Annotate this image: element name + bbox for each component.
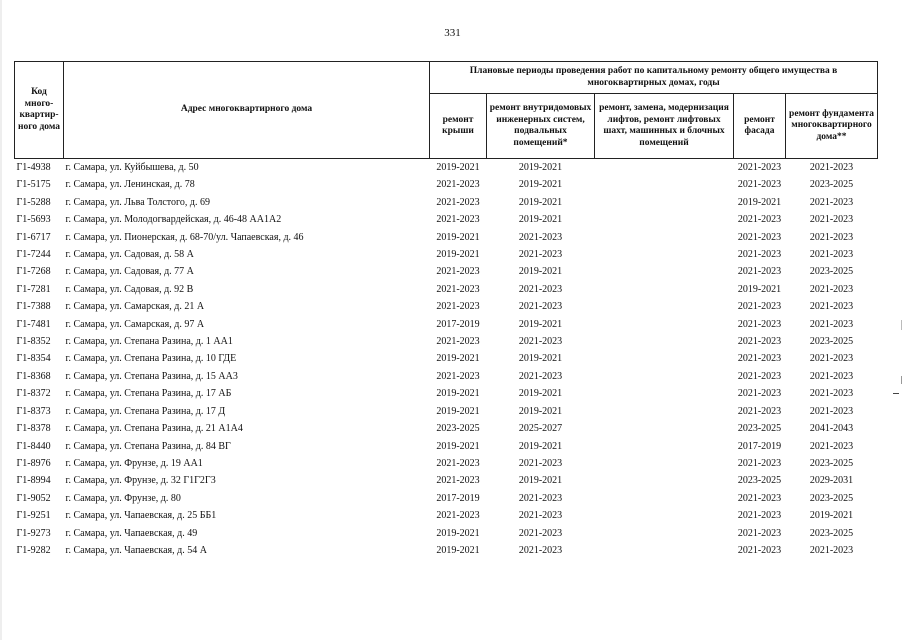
cell-roof: 2021-2023 — [436, 475, 480, 487]
cell-systems: 2021-2023 — [518, 249, 563, 261]
cell-systems: 2019-2021 — [518, 440, 563, 452]
cell-elevators — [595, 525, 734, 542]
cell-address: г. Самара, ул. Чапаевская, д. 25 ББ1 — [65, 510, 217, 522]
cell-elevators — [595, 438, 734, 455]
cell-foundation: 2021-2023 — [809, 353, 854, 365]
cell-code: Г1-9273 — [16, 527, 51, 539]
table-row — [15, 472, 878, 489]
cell-systems: 2021-2023 — [518, 492, 563, 504]
table-row — [15, 542, 878, 559]
cell-systems: 2019-2021 — [518, 179, 563, 191]
cell-code: Г1-8352 — [16, 336, 51, 348]
scan-mark — [901, 320, 902, 330]
cell-address: г. Самара, ул. Фрунзе, д. 32 Г1Г2Г3 — [65, 475, 216, 487]
cell-code: Г1-7481 — [16, 318, 51, 330]
cell-foundation: 2041-2043 — [809, 423, 854, 435]
cell-elevators — [595, 542, 734, 559]
cell-elevators — [595, 455, 734, 472]
cell-roof: 2021-2023 — [436, 283, 480, 295]
table-row — [15, 368, 878, 385]
cell-address: г. Самара, ул. Ленинская, д. 78 — [65, 179, 195, 191]
cell-roof: 2019-2021 — [436, 231, 480, 243]
cell-roof: 2021-2023 — [436, 196, 480, 208]
cell-foundation: 2021-2023 — [809, 301, 854, 313]
cell-facade: 2021-2023 — [737, 353, 782, 365]
header-periods: Плановые периоды проведения работ по капитальному ремонту общего имущества в многоквартирных домах, годы — [430, 62, 878, 94]
table-row — [15, 403, 878, 420]
cell-address: г. Самара, ул. Степана Разина, д. 17 АБ — [65, 388, 232, 400]
cell-roof: 2021-2023 — [436, 301, 480, 313]
cell-facade: 2021-2023 — [737, 492, 782, 504]
cell-facade: 2021-2023 — [737, 405, 782, 417]
cell-foundation: 2023-2025 — [809, 179, 854, 191]
cell-code: Г1-9251 — [16, 510, 51, 522]
header-code: Код много-квартир-ного дома — [15, 62, 64, 159]
cell-elevators — [595, 350, 734, 367]
cell-facade: 2021-2023 — [737, 527, 782, 539]
cell-foundation: 2021-2023 — [809, 440, 854, 452]
header-foundation: ремонт фундамента многоквартирного дома** — [786, 94, 878, 159]
cell-facade: 2021-2023 — [737, 336, 782, 348]
cell-code: Г1-8976 — [16, 457, 51, 469]
table-row — [15, 420, 878, 437]
cell-foundation: 2023-2025 — [809, 336, 854, 348]
cell-facade: 2021-2023 — [737, 370, 782, 382]
cell-elevators — [595, 281, 734, 298]
cell-facade: 2019-2021 — [737, 196, 782, 208]
cell-facade: 2023-2025 — [737, 423, 782, 435]
page-number: 331 — [444, 27, 461, 39]
cell-address: г. Самара, ул. Садовая, д. 58 А — [65, 249, 194, 261]
cell-foundation: 2029-2031 — [809, 475, 854, 487]
cell-roof: 2021-2023 — [436, 370, 480, 382]
cell-systems: 2021-2023 — [518, 231, 563, 243]
table-row — [15, 298, 878, 315]
cell-address: г. Самара, ул. Чапаевская, д. 49 — [65, 527, 198, 539]
cell-foundation: 2023-2025 — [809, 457, 854, 469]
cell-code: Г1-4938 — [16, 162, 51, 173]
cell-facade: 2021-2023 — [737, 214, 782, 226]
table-row — [15, 263, 878, 280]
cell-roof: 2019-2021 — [436, 544, 480, 556]
table-row — [15, 385, 878, 402]
cell-address: г. Самара, ул. Куйбышева, д. 50 — [65, 162, 199, 173]
cell-address: г. Самара, ул. Чапаевская, д. 54 А — [65, 544, 207, 556]
repair-schedule-table — [14, 61, 878, 559]
cell-elevators — [595, 316, 734, 333]
cell-facade: 2021-2023 — [737, 318, 782, 330]
cell-roof: 2021-2023 — [436, 214, 480, 226]
cell-roof: 2021-2023 — [436, 179, 480, 191]
cell-foundation: 2021-2023 — [809, 405, 854, 417]
cell-elevators — [595, 263, 734, 280]
cell-facade: 2021-2023 — [737, 249, 782, 261]
cell-address: г. Самара, ул. Самарская, д. 21 А — [65, 301, 205, 313]
cell-elevators — [595, 368, 734, 385]
cell-systems: 2025-2027 — [518, 423, 563, 435]
cell-systems: 2021-2023 — [518, 527, 563, 539]
header-elevators: ремонт, замена, модернизация лифтов, ремонт лифтовых шахт, машинных и блочных помещений — [595, 94, 734, 159]
cell-facade: 2021-2023 — [737, 179, 782, 191]
table-row — [15, 211, 878, 228]
table-row — [15, 176, 878, 193]
cell-systems: 2019-2021 — [518, 196, 563, 208]
scan-mark — [901, 376, 902, 384]
cell-elevators — [595, 472, 734, 489]
cell-roof: 2021-2023 — [436, 266, 480, 278]
cell-elevators — [595, 246, 734, 263]
cell-elevators — [595, 176, 734, 193]
cell-foundation: 2023-2025 — [809, 527, 854, 539]
cell-elevators — [595, 385, 734, 402]
cell-systems: 2019-2021 — [518, 318, 563, 330]
cell-roof: 2021-2023 — [436, 510, 480, 522]
cell-code: Г1-7244 — [16, 249, 51, 261]
cell-code: Г1-8368 — [16, 370, 51, 382]
cell-elevators — [595, 333, 734, 350]
scan-mark — [893, 393, 899, 394]
cell-roof: 2017-2019 — [436, 318, 480, 330]
table-row — [15, 229, 878, 246]
cell-facade: 2019-2021 — [737, 283, 782, 295]
cell-systems: 2021-2023 — [518, 510, 563, 522]
cell-roof: 2019-2021 — [436, 249, 480, 261]
cell-facade: 2021-2023 — [737, 162, 782, 173]
cell-address: г. Самара, ул. Степана Разина, д. 84 ВГ — [65, 440, 231, 452]
cell-roof: 2017-2019 — [436, 492, 480, 504]
cell-address: г. Самара, ул. Степана Разина, д. 1 АА1 — [65, 336, 233, 348]
cell-code: Г1-8378 — [16, 423, 51, 435]
cell-code: Г1-9052 — [16, 492, 51, 504]
cell-systems: 2019-2021 — [518, 266, 563, 278]
cell-systems: 2019-2021 — [518, 475, 563, 487]
table-row — [15, 455, 878, 472]
cell-roof: 2023-2025 — [436, 423, 480, 435]
cell-elevators — [595, 298, 734, 315]
cell-address: г. Самара, ул. Фрунзе, д. 19 АА1 — [65, 457, 203, 469]
cell-code: Г1-7268 — [16, 266, 51, 278]
cell-roof: 2019-2021 — [436, 353, 480, 365]
cell-foundation: 2021-2023 — [809, 162, 854, 173]
cell-elevators — [595, 403, 734, 420]
cell-elevators — [595, 420, 734, 437]
cell-facade: 2021-2023 — [737, 301, 782, 313]
cell-address: г. Самара, ул. Степана Разина, д. 15 АА3 — [65, 370, 238, 382]
cell-facade: 2021-2023 — [737, 388, 782, 400]
cell-systems: 2019-2021 — [518, 405, 563, 417]
cell-foundation: 2021-2023 — [809, 388, 854, 400]
cell-facade: 2021-2023 — [737, 266, 782, 278]
cell-address: г. Самара, ул. Молодогвардейская, д. 46-48 АА1А2 — [65, 214, 282, 226]
cell-foundation: 2021-2023 — [809, 214, 854, 226]
cell-elevators — [595, 507, 734, 524]
cell-code: Г1-8354 — [16, 353, 51, 365]
cell-systems: 2019-2021 — [518, 214, 563, 226]
cell-systems: 2019-2021 — [518, 353, 563, 365]
cell-elevators — [595, 211, 734, 228]
cell-foundation: 2023-2025 — [809, 266, 854, 278]
scan-edge-shadow — [0, 0, 2, 640]
cell-systems: 2021-2023 — [518, 544, 563, 556]
table-row — [15, 194, 878, 211]
cell-code: Г1-8372 — [16, 388, 51, 400]
cell-address: г. Самара, ул. Самарская, д. 97 А — [65, 318, 205, 330]
cell-facade: 2017-2019 — [737, 440, 782, 452]
cell-roof: 2021-2023 — [436, 457, 480, 469]
header-address: Адрес многоквартирного дома — [64, 62, 430, 159]
cell-code: Г1-8994 — [16, 475, 51, 487]
cell-code: Г1-8440 — [16, 440, 51, 452]
table-row — [15, 333, 878, 350]
table-body — [15, 159, 878, 560]
cell-systems: 2019-2021 — [518, 162, 563, 173]
cell-roof: 2019-2021 — [436, 527, 480, 539]
cell-code: Г1-9282 — [16, 544, 51, 556]
cell-address: г. Самара, ул. Пионерская, д. 68-70/ул. Чапаевская, д. 46 — [65, 231, 304, 243]
cell-systems: 2021-2023 — [518, 336, 563, 348]
cell-roof: 2019-2021 — [436, 405, 480, 417]
cell-address: г. Самара, ул. Садовая, д. 92 В — [65, 283, 194, 295]
cell-facade: 2021-2023 — [737, 231, 782, 243]
cell-systems: 2021-2023 — [518, 370, 563, 382]
table-row — [15, 281, 878, 298]
table-row — [15, 490, 878, 507]
cell-foundation: 2021-2023 — [809, 196, 854, 208]
cell-foundation: 2019-2021 — [809, 510, 854, 522]
cell-code: Г1-7388 — [16, 301, 51, 313]
cell-facade: 2023-2025 — [737, 475, 782, 487]
cell-code: Г1-6717 — [16, 231, 51, 243]
table-row — [15, 525, 878, 542]
cell-roof: 2019-2021 — [436, 162, 480, 173]
table-row — [15, 507, 878, 524]
cell-code: Г1-5288 — [16, 196, 51, 208]
cell-roof: 2021-2023 — [436, 336, 480, 348]
cell-facade: 2021-2023 — [737, 457, 782, 469]
cell-roof: 2019-2021 — [436, 440, 480, 452]
table-row — [15, 438, 878, 455]
table-row — [15, 316, 878, 333]
header-roof: ремонт крыши — [430, 94, 487, 159]
cell-address: г. Самара, ул. Степана Разина, д. 17 Д — [65, 405, 226, 417]
cell-foundation: 2021-2023 — [809, 544, 854, 556]
cell-facade: 2021-2023 — [737, 544, 782, 556]
cell-systems: 2021-2023 — [518, 301, 563, 313]
cell-elevators — [595, 229, 734, 246]
cell-systems: 2021-2023 — [518, 457, 563, 469]
table-row — [15, 246, 878, 263]
header-systems: ремонт внутридомовых инженерных систем, подвальных помещений* — [487, 94, 595, 159]
cell-code: Г1-5693 — [16, 214, 51, 226]
cell-address: г. Самара, ул. Степана Разина, д. 10 ГДЕ — [65, 353, 237, 365]
cell-address: г. Самара, ул. Льва Толстого, д. 69 — [65, 196, 210, 208]
cell-elevators — [595, 194, 734, 211]
header-facade: ремонт фасада — [734, 94, 786, 159]
table-row — [15, 159, 878, 177]
cell-code: Г1-8373 — [16, 405, 51, 417]
cell-foundation: 2021-2023 — [809, 231, 854, 243]
cell-elevators — [595, 159, 734, 177]
table-row — [15, 350, 878, 367]
cell-systems: 2019-2021 — [518, 388, 563, 400]
cell-foundation: 2021-2023 — [809, 249, 854, 261]
cell-code: Г1-5175 — [16, 179, 51, 191]
cell-roof: 2019-2021 — [436, 388, 480, 400]
cell-elevators — [595, 490, 734, 507]
cell-address: г. Самара, ул. Фрунзе, д. 80 — [65, 492, 181, 504]
cell-foundation: 2021-2023 — [809, 370, 854, 382]
cell-foundation: 2021-2023 — [809, 283, 854, 295]
cell-foundation: 2021-2023 — [809, 318, 854, 330]
cell-systems: 2021-2023 — [518, 283, 563, 295]
cell-code: Г1-7281 — [16, 283, 51, 295]
cell-address: г. Самара, ул. Степана Разина, д. 21 А1А4 — [65, 423, 243, 435]
cell-address: г. Самара, ул. Садовая, д. 77 А — [65, 266, 194, 278]
cell-facade: 2021-2023 — [737, 510, 782, 522]
cell-foundation: 2023-2025 — [809, 492, 854, 504]
